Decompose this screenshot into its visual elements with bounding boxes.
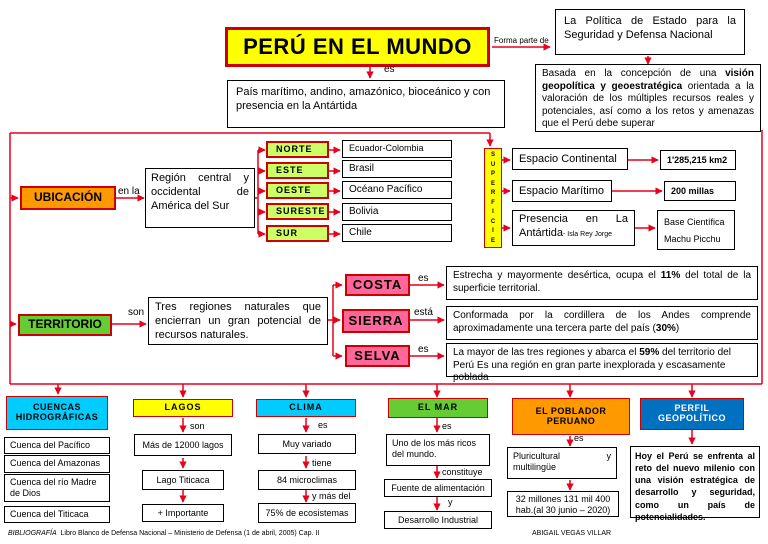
politica-box: La Política de Estado para la Seguridad y Defensa Nacional	[555, 9, 745, 55]
clima-ymas-label: y más del	[312, 491, 351, 501]
bibliografia	[8, 530, 319, 537]
direction-este: ESTE	[266, 162, 329, 179]
superficie-bar	[484, 148, 502, 248]
mar-item-3: Desarrollo Industrial	[384, 511, 492, 529]
clima-item-1: Muy variado	[258, 434, 356, 454]
perfil-node: PERFIL GEOPOLÍTICO	[640, 398, 744, 430]
cuenca-item: Cuenca del Amazonas	[4, 455, 110, 473]
poblador-item-1: Pluricultural y multilingüe	[507, 447, 617, 479]
mar-item-2: Fuente de alimentación	[384, 479, 492, 497]
mar-es-label: es	[442, 421, 452, 431]
costa-es-label: es	[418, 273, 429, 284]
mar-constituye-label: constituye	[442, 467, 483, 477]
lagos-item-1: Más de 12000 lagos	[134, 434, 232, 456]
clima-es-label: es	[318, 420, 328, 430]
direction-value-norte: Ecuador-Colombia	[342, 140, 452, 158]
page-title: PERÚ EN EL MUNDO	[225, 27, 490, 67]
selva-es-label: es	[418, 344, 429, 355]
direction-value-oeste: Océano Pacífico	[342, 181, 452, 199]
selva-node: SELVA	[345, 345, 410, 367]
lagos-node: LAGOS	[133, 399, 233, 417]
es-label: es	[384, 64, 395, 75]
ubicacion-node: UBICACIÓN	[20, 186, 116, 210]
son-label: son	[128, 307, 145, 318]
territorio-node: TERRITORIO	[18, 314, 112, 336]
lagos-item-2: Lago Titicaca	[142, 470, 224, 490]
costa-desc: Estrecha y mayormente desértica, ocupa el 11% del total de la superficie territorial.	[446, 266, 758, 300]
cuenca-item: Cuenca del río Madre de Dios	[4, 474, 110, 502]
direction-value-sureste: Bolivia	[342, 203, 452, 221]
cuenca-item: Cuenca del Titicaca	[4, 506, 110, 523]
maritimo-value-box: 200 millas	[664, 181, 736, 201]
direction-sureste: SURESTE	[266, 203, 329, 220]
superficie-letter: I	[492, 228, 494, 235]
lagos-item-3: + Importante	[142, 504, 224, 522]
forma-parte-label: Forma parte de	[494, 36, 549, 45]
bibliografia-text: Libro Blanco de Defensa Nacional – Ministerio de Defensa (1 de abril, 2005) Cap. II	[60, 530, 320, 537]
pais-box: País marítimo, andino, amazónico, bioceánico y con presencia en la Antártida	[227, 80, 505, 128]
clima-tiene-label: tiene	[312, 458, 332, 468]
superficie-letter: F	[491, 199, 495, 206]
direction-value-este: Brasil	[342, 160, 452, 178]
direction-oeste: OESTE	[266, 182, 329, 199]
sierra-desc: Conformada por la cordillera de los Andes comprende aproximadamente una tercera parte del país (30%)	[446, 306, 758, 340]
lagos-son-label: son	[190, 421, 205, 431]
superficie-letter: R	[490, 190, 496, 197]
en-la-label: en la	[118, 186, 140, 197]
direction-norte: NORTE	[266, 141, 329, 158]
clima-item-2: 84 microclimas	[258, 470, 356, 490]
superficie-letter: I	[492, 209, 494, 216]
continental-value-box: 1'285,215 km2	[660, 150, 736, 170]
superficie-letter: U	[490, 161, 496, 168]
bibliografia-label: BIBLIOGRAFÍA	[8, 530, 57, 537]
vision-box: Basada en la concepción de una visión geopolítica y geoestratégica orientada a la valoración de los múltiples recursos reales y potenciales, así como a los retos y amenazas que el Perú debe superar	[535, 64, 761, 132]
sierra-node: SIERRA	[342, 309, 410, 333]
cuenca-item: Cuenca del Pacífico	[4, 437, 110, 454]
perfil-desc: Hoy el Perú se enfrenta al reto del nuevo milenio con una visión estratégica de desarrollo y seguridad, como un país de potencialidades.	[630, 446, 760, 518]
cuencas-node: CUENCAS HIDROGRÁFICAS	[6, 396, 108, 430]
machu-picchu-text: Machu Picchu	[664, 234, 721, 245]
selva-desc: La mayor de las tres regiones y abarca el 59% del territorio del Perú Es una región en gran parte inexplorada y escasamente poblada	[446, 343, 758, 377]
regiones-box: Tres regiones naturales que encierran un gran potencial de recursos naturales.	[148, 297, 328, 345]
superficie-letter: P	[490, 171, 495, 178]
costa-node: COSTA	[345, 274, 410, 296]
clima-node: CLIMA	[256, 399, 356, 417]
direction-sur: SUR	[266, 225, 329, 242]
clima-item-3: 75% de ecosistemas	[258, 503, 356, 523]
espacio-maritimo-box: Espacio Marítimo	[512, 180, 612, 202]
sierra-esta-label: está	[414, 307, 433, 318]
base-cientifica-text: Base Científica	[664, 217, 725, 227]
poblador-node: EL POBLADOR PERUANO	[512, 398, 630, 435]
superficie-letter: S	[490, 152, 495, 159]
mar-item-1: Uno de los más ricos del mundo.	[386, 434, 490, 466]
mar-y-label: y	[448, 497, 453, 507]
superficie-letter: C	[490, 218, 496, 225]
superficie-letter: E	[490, 237, 495, 244]
direction-value-sur: Chile	[342, 224, 452, 242]
superficie-letter: E	[490, 180, 495, 187]
espacio-continental-box: Espacio Continental	[512, 148, 628, 170]
region-box: Región central y occidental de América del Sur	[145, 168, 255, 228]
author: ABIGAIL VEGAS VILLAR	[532, 530, 612, 537]
antartida-value-box	[657, 210, 735, 250]
antartida-box: Presencia en La Antártida- Isla Rey Jorge	[512, 210, 635, 246]
poblador-es-label: es	[574, 433, 584, 443]
poblador-item-2: 32 millones 131 mil 400 hab.(al 30 junio – 2020)	[507, 491, 619, 517]
mar-node: EL MAR	[388, 398, 488, 418]
